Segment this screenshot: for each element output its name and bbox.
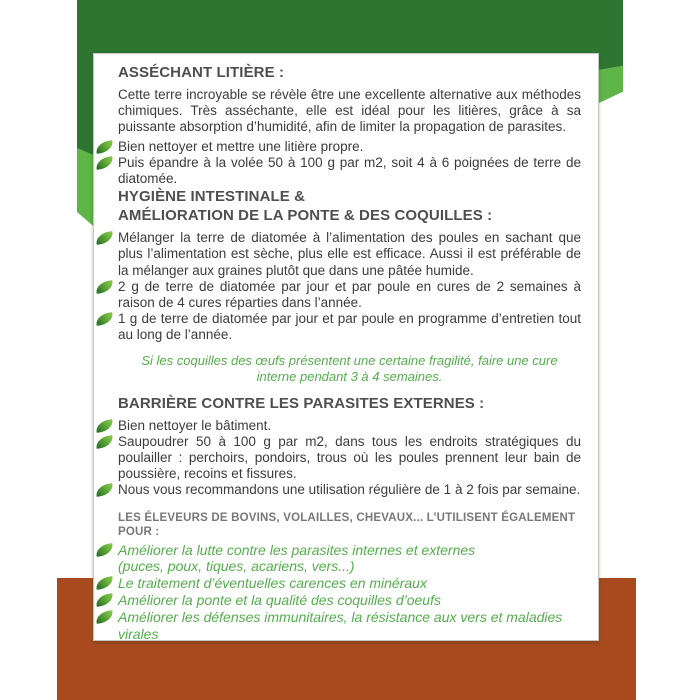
instructions-card: [93, 53, 599, 641]
list-item: [118, 434, 581, 483]
list-item: [118, 592, 581, 609]
eggshell-cure-note: Si les coquilles des œufs présentent une certaine fragilité, faire une cure interne pendant 3 à 4 semaines.: [141, 352, 558, 385]
list-item-text: Puis épandre à la volée 50 à 100 g par m2, soit 4 à 6 poignées de terre de diatomée.: [118, 154, 581, 187]
right-ribbon: [599, 0, 623, 103]
list-item-text: Le traitement d’éventuelles carences en minéraux: [118, 575, 427, 592]
list-item-text: 1 g de terre de diatomée par jour et par poule en programme d’entretien tout au long de l’année.: [118, 311, 581, 343]
list-item-text: 2 g de terre de diatomée par jour et par poule en cures de 2 semaines à raison de 4 cures réparties dans l’année.: [118, 278, 581, 311]
section-title-hygiene-line2: AMÉLIORATION DE LA PONTE & DES COQUILLES :: [118, 207, 493, 225]
section-title-eleveurs: LES ÉLEVEURS DE BOVINS, VOLAILLES, CHEVAUX... L’UTILISENT ÉGALEMENT POUR :: [118, 511, 576, 538]
list-item: [118, 230, 581, 279]
list-item: [118, 279, 581, 311]
leaf-bullet-icon: [95, 543, 113, 557]
list-item-text: Bien nettoyer et mettre une litière propre.: [118, 138, 364, 154]
leaf-bullet-icon: [95, 312, 113, 326]
list-item: [118, 139, 581, 155]
list-item-text: Mélanger la terre de diatomée à l’alimentation des poules en sachant que plus l’alimentation est sèche, plus elle est efficace. Aussi il est préférable de la mélanger aux graines plutôt que dans une pâtée humide.: [118, 230, 581, 278]
list-item: [118, 542, 581, 559]
list-item-text: Améliorer les défenses immunitaires, la résistance aux vers et maladies virales: [118, 608, 563, 642]
leaf-bullet-icon: [95, 576, 113, 590]
section-title-hygiene-line1: HYGIÈNE INTESTINALE &: [118, 188, 306, 206]
list-item: [118, 575, 581, 592]
leaf-bullet-icon: [95, 484, 113, 498]
list-item: [118, 155, 581, 187]
list-item: [118, 482, 581, 498]
leaf-bullet-icon: [95, 610, 113, 624]
list-item-text: Améliorer la lutte contre les parasites internes et externes: [118, 541, 476, 558]
leaf-bullet-icon: [95, 419, 113, 433]
section-title-litiere: ASSÉCHANT LITIÈRE :: [118, 64, 285, 81]
list-item: [118, 418, 581, 434]
litiere-intro: Cette terre incroyable se révèle être une excellente alternative aux méthodes chimiques. Très asséchante, elle est idéal pour les litières, grâce à sa puissante absorption d’humidité, afin de limiter la propagation de parasites.: [118, 87, 581, 135]
list-item: [118, 609, 581, 643]
list-item-text: Nous vous recommandons une utilisation régulière de 1 à 2 fois par semaine.: [118, 482, 581, 498]
leaf-bullet-icon: [95, 593, 113, 607]
section-title-hygiene: [118, 187, 581, 225]
leaf-bullet-icon: [95, 156, 113, 170]
left-ribbon: [77, 0, 93, 228]
leaf-bullet-icon: [95, 280, 113, 294]
list-item-text: Saupoudrer 50 à 100 g par m2, dans tous les endroits stratégiques du poulailler : perchoirs, pondoirs, trous où les poules prennent leur bain de poussière, recoins et fissures.: [118, 433, 581, 482]
leaf-bullet-icon: [95, 435, 113, 449]
section-title-barriere: BARRIÈRE CONTRE LES PARASITES EXTERNES :: [118, 394, 485, 412]
list-item: [118, 311, 581, 343]
leaf-bullet-icon: [95, 140, 113, 154]
leaf-bullet-icon: [95, 231, 113, 245]
list-item-text: Bien nettoyer le bâtiment.: [118, 417, 272, 433]
list-item-continuation: (puces, poux, tiques, acariens, vers...): [118, 558, 355, 575]
list-item-text: Améliorer la ponte et la qualité des coquilles d’oeufs: [118, 592, 441, 609]
top-green-band: [77, 0, 623, 55]
